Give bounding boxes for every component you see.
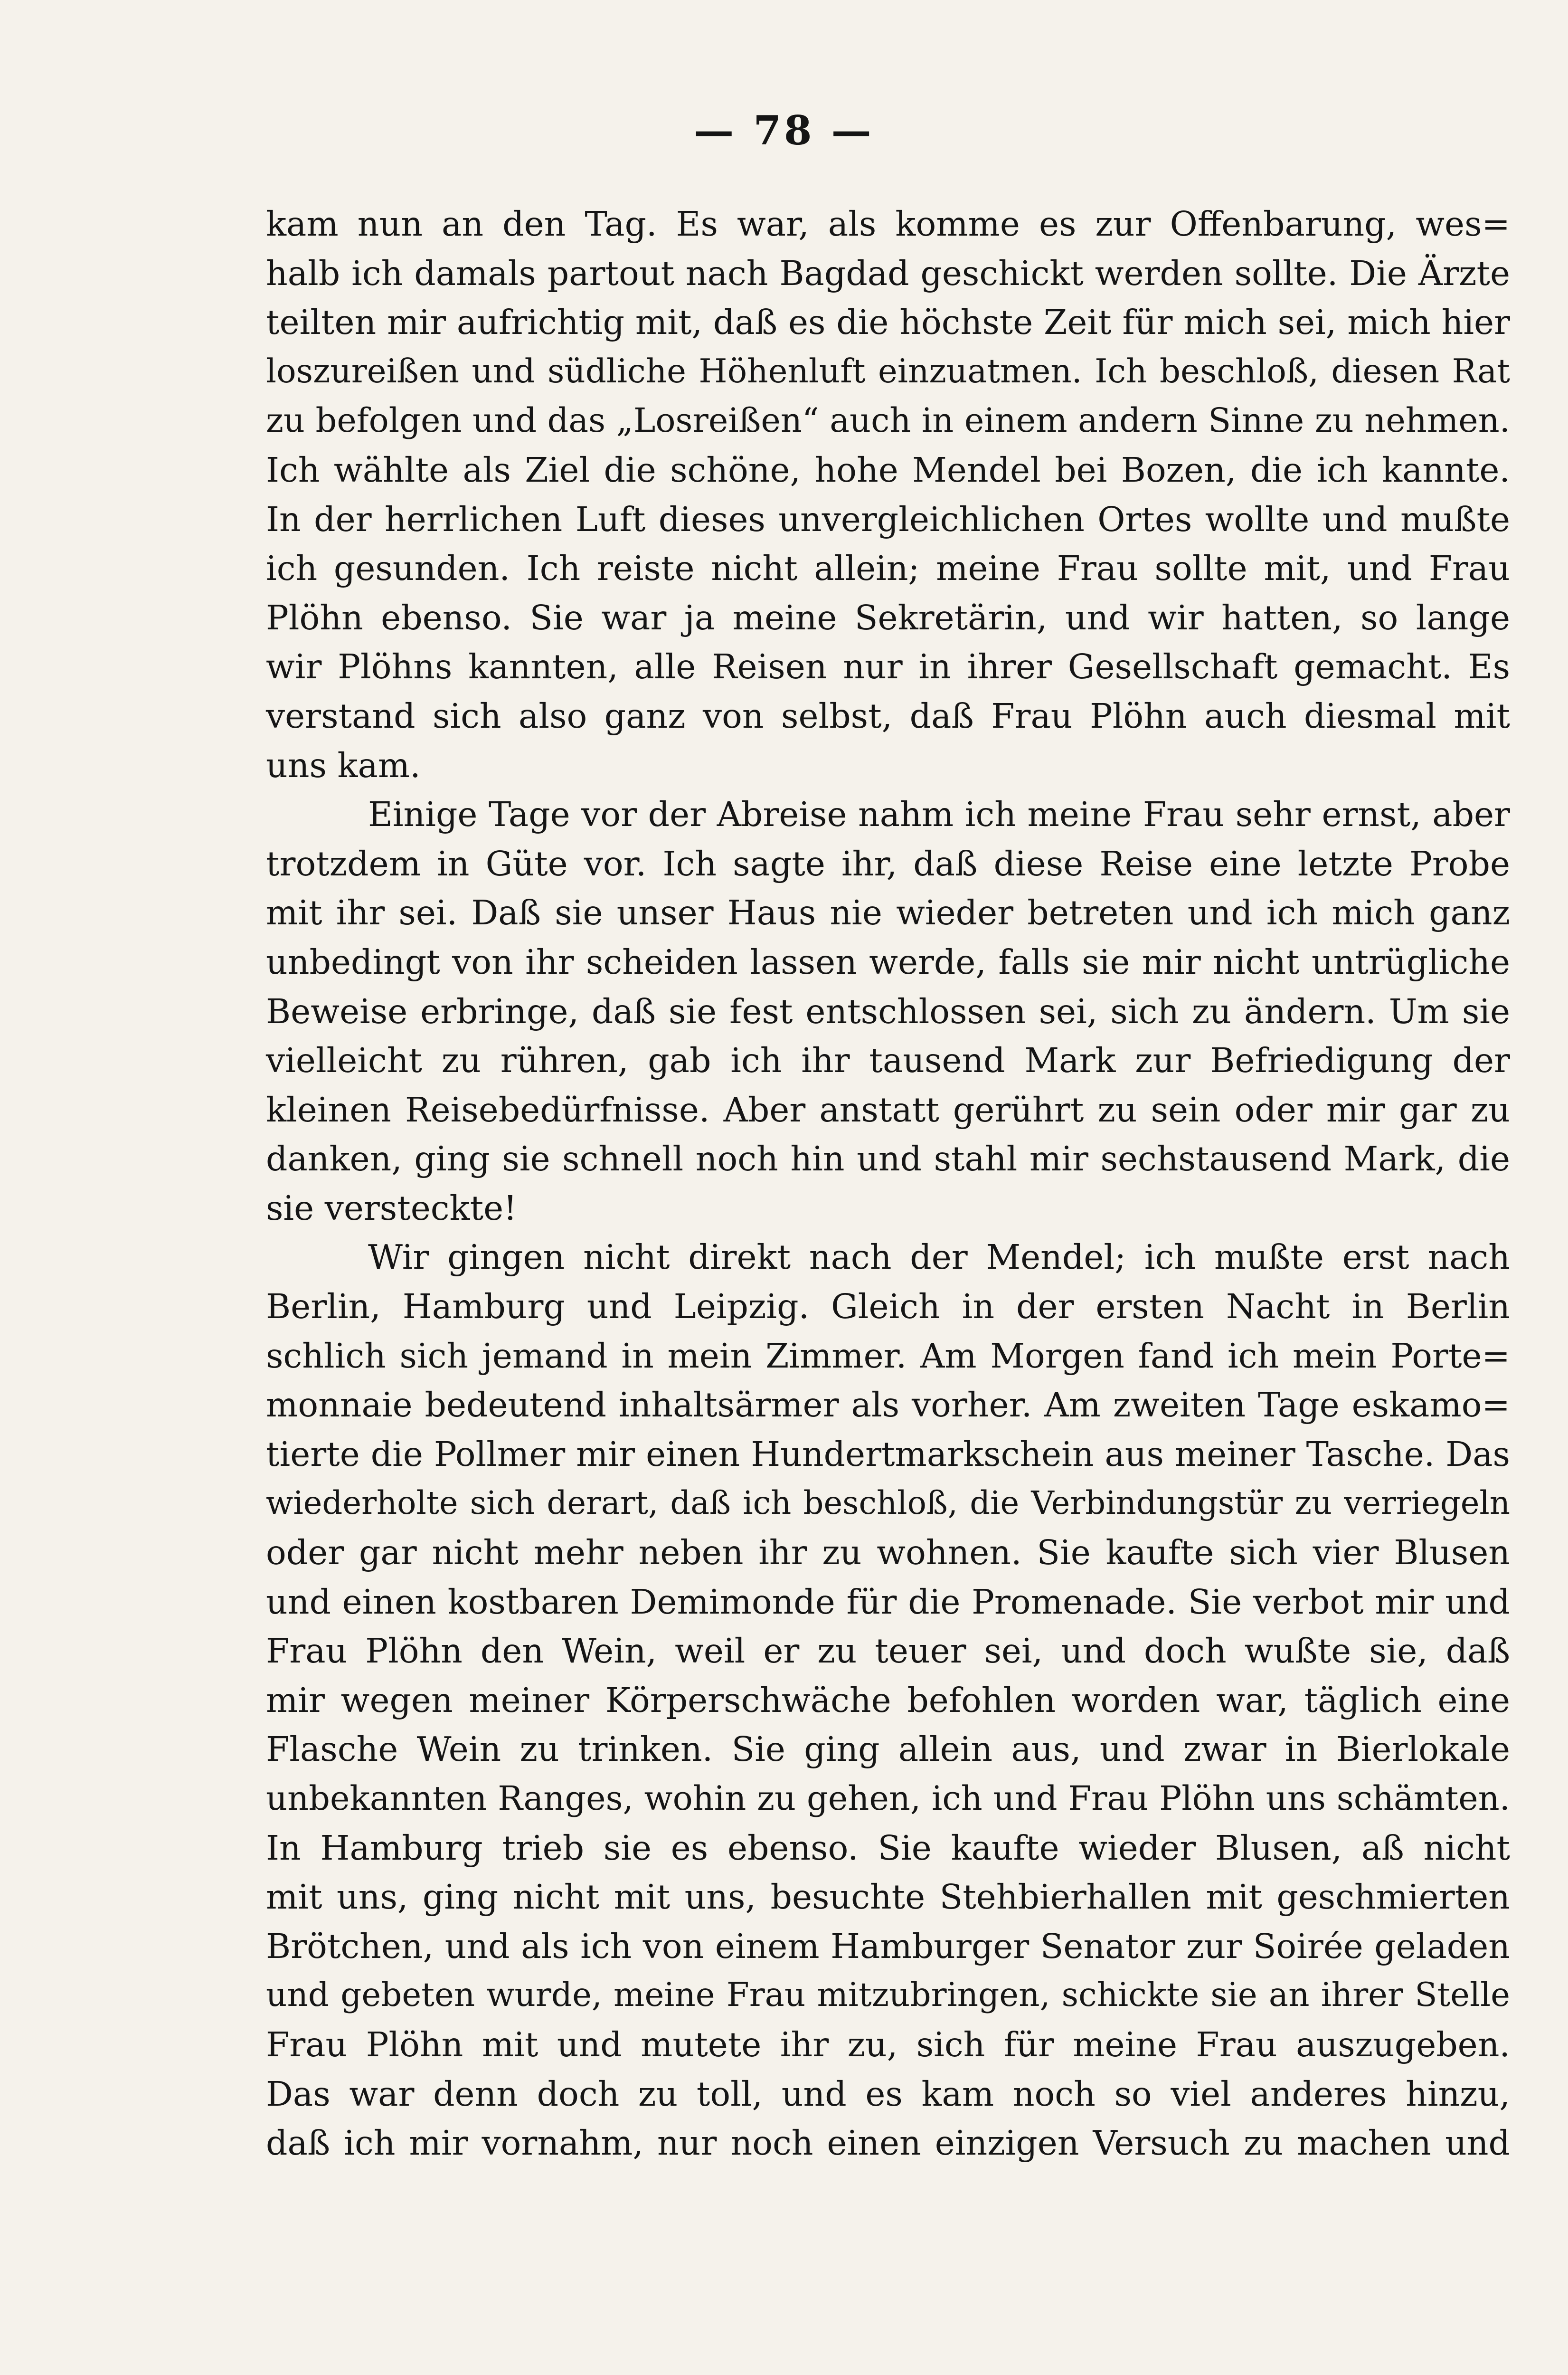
text-line: und gebeten wurde, meine Frau mitzubringen, schickte sie an ihrer Stelle (266, 1976, 1510, 2014)
text-line: monnaie bedeutend inhaltsärmer als vorher. Am zweiten Tage eskamo= (266, 1385, 1510, 1425)
text-line: schlich sich jemand in mein Zimmer. Am Morgen fand ich mein Porte= (266, 1336, 1510, 1376)
text-line: oder gar nicht mehr neben ihr zu wohnen. Sie kaufte sich vier Blusen (266, 1533, 1510, 1573)
text-line: halb ich damals partout nach Bagdad geschickt werden sollte. Die Ärzte (266, 253, 1510, 293)
text-line: Berlin, Hamburg und Leipzig. Gleich in der ersten Nacht in Berlin (266, 1287, 1510, 1327)
text-line: unbekannten Ranges, wohin zu gehen, ich und Frau Plöhn uns schämten. (266, 1779, 1510, 1818)
text-line: Plöhn ebenso. Sie war ja meine Sekretärin, und wir hatten, so lange (266, 598, 1510, 637)
text-line: Frau Plöhn den Wein, weil er zu teuer sei, und doch wußte sie, daß (266, 1631, 1510, 1671)
text-line: Einige Tage vor der Abreise nahm ich meine Frau sehr ernst, aber (368, 795, 1510, 835)
text-line: Frau Plöhn mit und mutete ihr zu, sich für meine Frau auszugeben. (266, 2024, 1510, 2064)
text-line: unbedingt von ihr scheiden lassen werde, falls sie mir nicht untrügliche (266, 942, 1510, 982)
page-number: — 78 — (694, 107, 874, 154)
text-line: Wir gingen nicht direkt nach der Mendel; ich mußte erst nach (368, 1237, 1510, 1277)
text-line: tierte die Pollmer mir einen Hundertmarkschein aus meiner Tasche. Das (266, 1434, 1510, 1474)
text-line: loszureißen und südliche Höhenluft einzuatmen. Ich beschloß, diesen Rat (266, 352, 1510, 390)
text-line: Flasche Wein zu trinken. Sie ging allein aus, und zwar in Bierlokale (266, 1729, 1510, 1769)
text-line: sie versteckte! (266, 1188, 517, 1228)
text-line: kleinen Reisebedürfnisse. Aber anstatt gerührt zu sein oder mir gar zu (266, 1090, 1510, 1130)
text-line: daß ich mir vornahm, nur noch einen einzigen Versuch zu machen und (266, 2123, 1510, 2163)
text-line: trotzdem in Güte vor. Ich sagte ihr, daß diese Reise eine letzte Probe (266, 844, 1510, 884)
text-line: ich gesunden. Ich reiste nicht allein; meine Frau sollte mit, und Frau (266, 549, 1510, 589)
text-line: Brötchen, und als ich von einem Hamburger Senator zur Soirée geladen (266, 1926, 1510, 1966)
text-line: mir wegen meiner Körperschwäche befohlen worden war, täglich eine (266, 1680, 1510, 1720)
body-text (266, 200, 1510, 2168)
text-line: teilten mir aufrichtig mit, daß es die höchste Zeit für mich sei, mich hier (266, 303, 1510, 342)
text-line: danken, ging sie schnell noch hin und stahl mir sechstausend Mark, die (266, 1139, 1510, 1179)
text-line: und einen kostbaren Demimonde für die Promenade. Sie verbot mir und (266, 1582, 1510, 1622)
text-line: zu befolgen und das „Losreißen“ auch in einem andern Sinne zu nehmen. (266, 401, 1510, 440)
text-line: mit ihr sei. Daß sie unser Haus nie wieder betreten und ich mich ganz (266, 893, 1510, 933)
text-line: vielleicht zu rühren, gab ich ihr tausend Mark zur Befriedigung der (266, 1041, 1510, 1081)
text-line: Ich wählte als Ziel die schöne, hohe Mendel bei Bozen, die ich kannte. (266, 450, 1510, 490)
text-line: In der herrlichen Luft dieses unvergleichlichen Ortes wollte und mußte (266, 499, 1510, 539)
text-line: Das war denn doch zu toll, und es kam noch so viel anderes hinzu, (266, 2074, 1510, 2114)
text-line: kam nun an den Tag. Es war, als komme es zur Offenbarung, wes= (266, 204, 1510, 244)
text-line: verstand sich also ganz von selbst, daß Frau Plöhn auch diesmal mit (266, 696, 1510, 736)
text-line: wiederholte sich derart, daß ich beschloß, die Verbindungstür zu verriegeln (266, 1484, 1510, 1522)
text-line: Beweise erbringe, daß sie fest entschlossen sei, sich zu ändern. Um sie (266, 991, 1510, 1031)
text-line: In Hamburg trieb sie es ebenso. Sie kaufte wieder Blusen, aß nicht (266, 1828, 1510, 1868)
text-line: uns kam. (266, 745, 421, 785)
text-line: wir Plöhns kannten, alle Reisen nur in ihrer Gesellschaft gemacht. Es (266, 647, 1510, 687)
text-line: mit uns, ging nicht mit uns, besuchte Stehbierhallen mit geschmierten (266, 1877, 1510, 1917)
